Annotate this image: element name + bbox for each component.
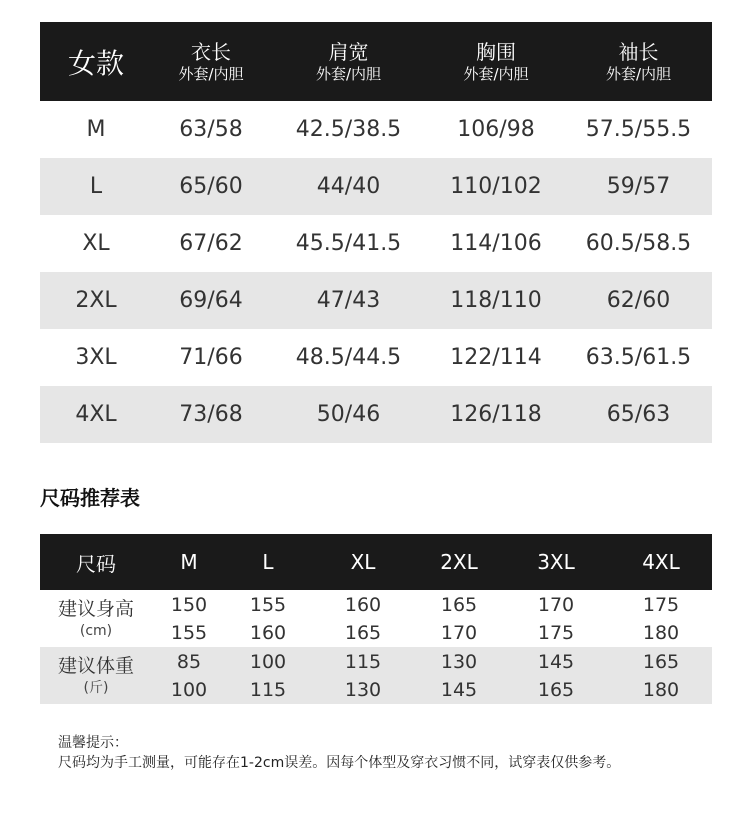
chest-cell: 106/98	[457, 117, 535, 142]
weight-row	[40, 647, 712, 704]
table-row	[40, 101, 712, 158]
header-size-label: 尺码	[76, 551, 116, 576]
value-cell	[610, 647, 712, 704]
value-cell	[502, 590, 610, 647]
value-max: 170	[440, 621, 478, 644]
table-row	[40, 158, 712, 215]
value-max: 180	[642, 621, 680, 644]
value-cell	[152, 590, 226, 647]
value-max: 130	[344, 678, 382, 701]
header-chest	[427, 22, 565, 101]
length-cell: 73/68	[179, 402, 243, 427]
value-max: 175	[537, 621, 575, 644]
value-min: 150	[170, 593, 208, 616]
table-row	[40, 215, 712, 272]
length-cell: 67/62	[179, 231, 243, 256]
value-cell	[610, 590, 712, 647]
length-cell: 65/60	[179, 174, 243, 199]
value-min: 85	[176, 650, 202, 673]
value-max: 165	[344, 621, 382, 644]
note-text: 尺码均为手工测量，可能存在1-2cm误差。因每个体型及穿衣习惯不同，试穿表仅供参考。	[58, 755, 621, 771]
value-min: 170	[537, 593, 575, 616]
value-min: 175	[642, 593, 680, 616]
value-cell	[416, 647, 502, 704]
header-sleeve	[565, 22, 712, 101]
length-cell: 71/66	[179, 345, 243, 370]
value-cell	[152, 647, 226, 704]
chest-cell: 122/114	[450, 345, 542, 370]
size-cell: M	[86, 117, 106, 142]
sleeve-cell: 60.5/58.5	[585, 231, 692, 256]
recommend-section-title: 尺码推荐表	[40, 486, 140, 510]
row-label-main: 建议身高	[57, 597, 134, 620]
chest-cell: 110/102	[450, 174, 542, 199]
value-min: 145	[537, 650, 575, 673]
value-max: 145	[440, 678, 478, 701]
sleeve-cell: 62/60	[606, 288, 671, 313]
table-row	[40, 272, 712, 329]
warm-tip-note	[58, 733, 620, 773]
sleeve-cell: 57.5/55.5	[585, 117, 692, 142]
size-cell: XL	[82, 231, 110, 256]
value-cell	[310, 647, 416, 704]
table-row	[40, 386, 712, 443]
value-max: 115	[249, 678, 287, 701]
length-cell: 69/64	[179, 288, 243, 313]
row-label-unit: (cm)	[79, 622, 113, 639]
note-title: 温馨提示：	[58, 735, 128, 751]
shoulder-cell: 44/40	[316, 174, 381, 199]
value-cell	[226, 647, 310, 704]
shoulder-cell: 45.5/41.5	[295, 231, 402, 256]
value-cell	[310, 590, 416, 647]
header-sub-label: 外套/内胆	[463, 64, 529, 83]
sleeve-cell: 65/63	[606, 402, 671, 427]
chest-cell: 118/110	[450, 288, 542, 313]
value-cell	[226, 590, 310, 647]
value-cell	[502, 647, 610, 704]
header-women-label: 女款	[67, 46, 124, 80]
value-max: 180	[642, 678, 680, 701]
header-size-l: L	[262, 550, 274, 574]
header-main-label: 衣长	[191, 39, 231, 64]
header-sub-label: 外套/内胆	[605, 64, 672, 83]
sleeve-cell: 63.5/61.5	[585, 345, 692, 370]
header-main-label: 袖长	[618, 39, 659, 64]
header-sub-label: 外套/内胆	[315, 64, 382, 83]
chest-cell: 114/106	[450, 231, 542, 256]
chest-cell: 126/118	[450, 402, 542, 427]
header-size-2xl: 2XL	[440, 550, 478, 574]
header-size-4xl: 4XL	[642, 550, 680, 574]
recommend-table-header	[40, 534, 712, 590]
shoulder-cell: 50/46	[316, 402, 381, 427]
value-min: 160	[344, 593, 382, 616]
length-cell: 63/58	[179, 117, 243, 142]
value-max: 155	[170, 621, 208, 644]
size-cell: 4XL	[75, 402, 117, 427]
header-main-label: 胸围	[476, 39, 516, 64]
header-size-3xl: 3XL	[537, 550, 575, 574]
header-length	[152, 22, 270, 101]
value-min: 165	[642, 650, 680, 673]
value-min: 155	[249, 593, 287, 616]
size-cell: 2XL	[75, 288, 117, 313]
size-table-header	[40, 22, 712, 101]
header-sub-label: 外套/内胆	[178, 64, 244, 83]
row-label-unit: (斤)	[83, 679, 109, 696]
shoulder-cell: 47/43	[316, 288, 381, 313]
size-recommend-table	[40, 534, 712, 704]
value-min: 115	[344, 650, 382, 673]
shoulder-cell: 48.5/44.5	[295, 345, 402, 370]
table-row	[40, 329, 712, 386]
header-main-label: 肩宽	[328, 39, 369, 64]
value-min: 130	[440, 650, 478, 673]
header-size-xl: XL	[350, 550, 376, 574]
shoulder-cell: 42.5/38.5	[295, 117, 402, 142]
header-size-m: M	[180, 550, 198, 574]
size-cell: L	[89, 174, 103, 199]
value-min: 100	[249, 650, 287, 673]
value-min: 165	[440, 593, 478, 616]
value-cell	[416, 590, 502, 647]
height-row	[40, 590, 712, 647]
header-shoulder	[270, 22, 427, 101]
row-label	[40, 647, 152, 704]
row-label-main: 建议体重	[57, 654, 134, 677]
sleeve-cell: 59/57	[606, 174, 671, 199]
value-max: 160	[249, 621, 287, 644]
value-max: 165	[537, 678, 575, 701]
size-measurement-table	[40, 22, 712, 443]
value-max: 100	[170, 678, 208, 701]
size-cell: 3XL	[75, 345, 117, 370]
row-label	[40, 590, 152, 647]
